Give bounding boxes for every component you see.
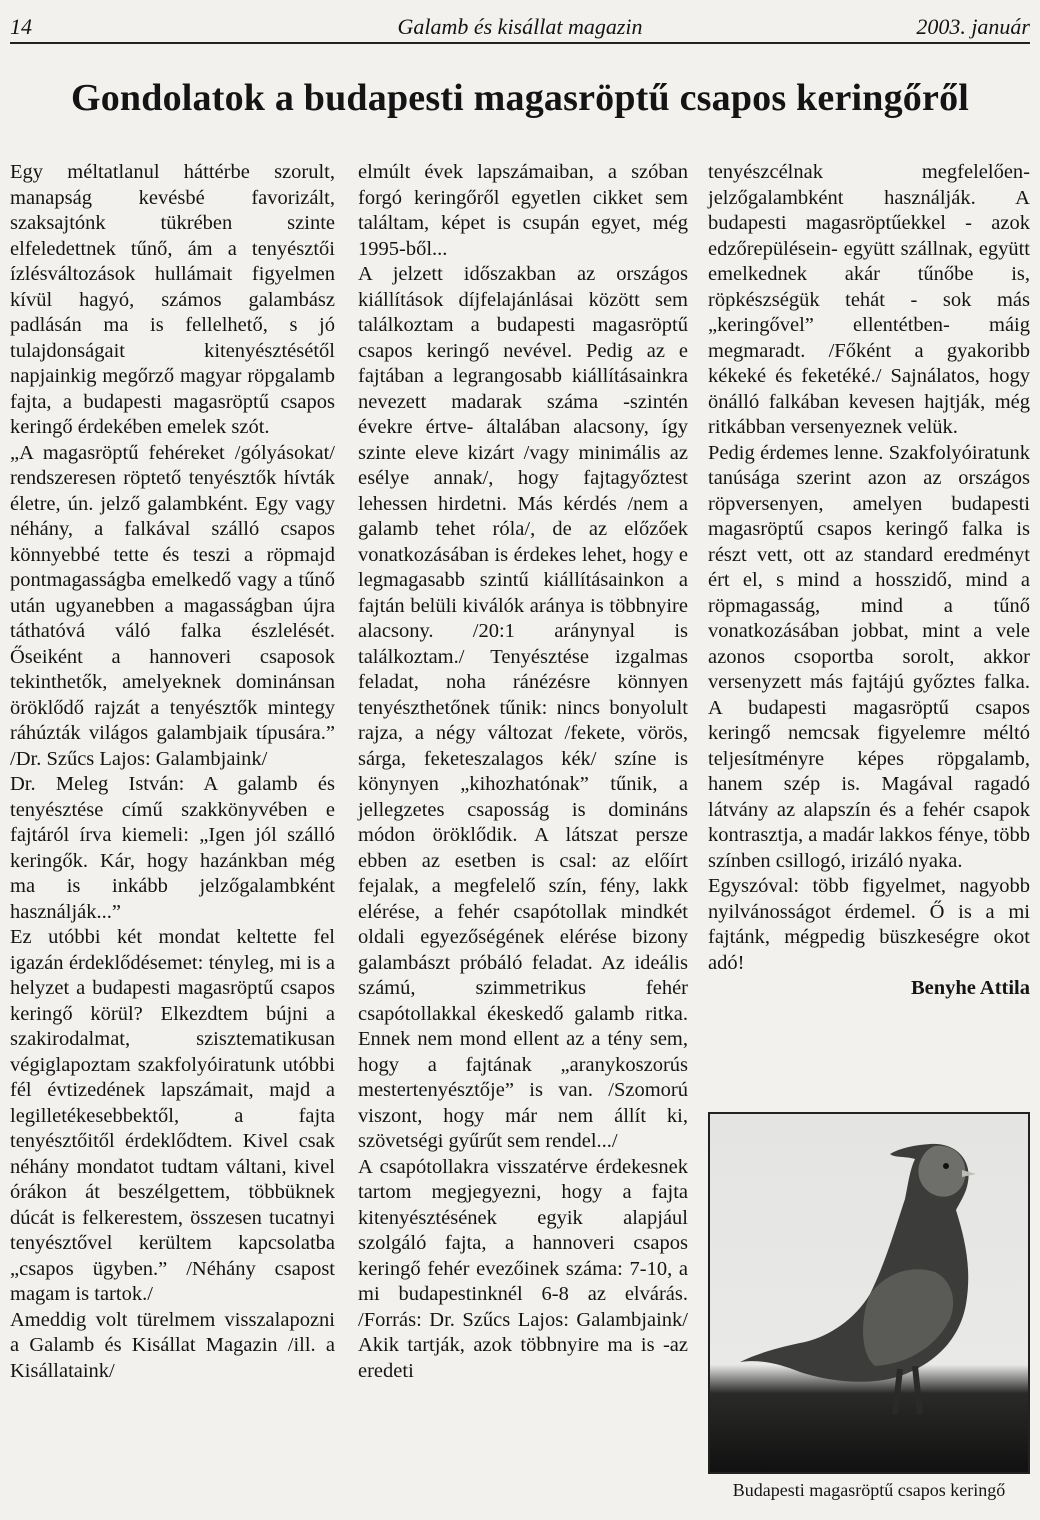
issue-date: 2003. január — [916, 14, 1030, 39]
article-column-2 — [358, 160, 688, 1384]
author-signature: Benyhe Attila — [910, 977, 1030, 999]
paragraph: Egyszóval: több figyelmet, nagyobb nyilvánosságot érdemel. Ő is a mi fajtánk, mégpedig büszkeségre okot adó! — [708, 875, 1030, 974]
article-column-1 — [10, 160, 335, 1384]
paragraph: Dr. Meleg István: A galamb és tenyésztése című szakkönyvében e fajtáról írva kiemeli: „Igen jól szálló keringők. Kár, hogy hazánkban még ma is inkább jelzőgalambként használják...” — [10, 773, 335, 923]
paragraph: „A magasröptű fehéreket /gólyásokat/ rendszeresen röptető tenyésztők hívták életre, ún. jelző galambként. Egy vagy néhány, a falkával szálló csapos könnyebbé tette és teszi a röpmajd pontmagasságba emelkedő vagy a tűnő után ugyanebben a magasságban újra táthatóvá váló falka észlelését. Őseiként a hannoveri csaposok tekinthetők, amelyeknek dominánsan öröklődő rajzát a tenyésztők mintegy ráhúzták világos galambjaik típusára.” /Dr. Szűcs Lajos: Galambjaink/ — [10, 441, 335, 770]
pigeon-image — [710, 1114, 1028, 1472]
page-number: 14 — [10, 14, 32, 39]
pigeon-photo — [708, 1112, 1030, 1474]
paragraph: Ameddig volt türelmem visszalapozni a Galamb és Kisállat Magazin /ill. a Kisállataink/ — [10, 1308, 335, 1382]
photo-caption: Budapesti magasröptű csapos keringő — [732, 1480, 1006, 1500]
paragraph: tenyészcélnak megfelelően- jelzőgalambként használják. A budapesti magasröptűekkel - azok edzőrepülésein- együtt szállnak, együtt emelkednek akár tűnőbe is, röpkészségük tehát - sok más „keringővel” ellentétben- máig megmaradt. /Főként a gyakoribb kékeké és feketéké./ Sajnálatos, hogy önálló falkában kevesen hajtják, még ritkábban versenyeznek velük. — [708, 161, 1030, 438]
paragraph: A jelzett időszakban az országos kiállítások díjfelajánlásai között sem találkoztam a budapesti magasröptű csapos keringő nevével. Pedig az e fajtában a legrangosabb kiállításainkra nevezett madarak száma -szintén évekre értve- általában alacsony, így szinte eleve kizárt /vagy minimális az esélye annak/, hogy fajtagyőztest lehessen hirdetni. Más kérdés /nem a galamb tehet róla/, de az előzőek vonatkozásában is érdekes lehet, hogy e legmagasabb szintű kiállításainkon a fajtán belüli kiválók aránya is többnyire alacsony. /20:1 aránynyal is találkoztam./ Tenyésztése izgalmas feladat, noha ránézésre könnyen tenyészthetőnek tűnik: nincs bonyolult rajza, a négy változat /fekete, vörös, sárga, feketeszalagos kék/ színe is könynyen „kihozhatónak” tűnik, a jellegzetes csaposság is domináns módon öröklődik. A látszat persze ebben az esetben is csal: az előírt fejalak, a megfelelő szín, fény, lakk elérése, a fehér csapótollak mindkét oldali egyezőségének elérése bizony galambászt próbáló feladat. Az ideális számú, szimmetrikus fehér csapótollakkal ékeskedő galamb ritka. Ennek nem mond ellent az a tény sem, hogy a fajtának „aranykoszorús mestertenyésztője” is van. /Szomorú viszont, hogy már nem állít ki, szövetségi gyűrűt sem rendel.../ — [358, 263, 688, 1152]
article-column-3 — [708, 160, 1030, 1120]
paragraph: Ez utóbbi két mondat keltette fel igazán érdeklődésemet: tényleg, mi is a helyzet a budapesti magasröptű csapos keringő körül? Elkezdtem bújni a szakirodalmat, szisztematikusan végiglapoztam szakfolyóiratunk utóbbi fél évtizedének lapszámait, majd a legilletékesebbektől, a fajta tenyésztőitől érdeklődtem. Kivel csak néhány mondatot tudtam váltani, kivel órákon át beszélgettem, többüknek dúcát is felkerestem, összesen tucatnyi tenyésztővel kerültem kapcsolatba „csapos ügyben.” /Néhány csapost magam is tartok./ — [10, 926, 335, 1305]
article-title: Gondolatok a budapesti magasröptű csapos keringőről — [70, 77, 970, 119]
page-header — [10, 10, 1030, 44]
paragraph: Egy méltatlanul háttérbe szorult, manapság kevésbé favorizált, szaksajtónk tükrében szinte elfeledettnek tűnő, ám a tenyésztői ízlésváltozások hullámait figyelmen kívül hagyó, számos galambász padlásán ma is fellelhető, s jó tulajdonságait kitenyésztésétől napjainkig megőrző magyar röpgalamb fajta, a budapesti magasröptű csapos keringő érdekében emelek szót. — [10, 161, 335, 438]
magazine-title: Galamb és kisállat magazin — [397, 14, 643, 39]
paragraph: Pedig érdemes lenne. Szakfolyóiratunk tanúsága szerint azon az országos röpversenyen, amelyen budapesti magasröptű csapos keringő falka is részt vett, ott az standard eredményt ért el, s mind a hosszidő, mind a röpmagasság, mind a tűnő vonatkozásában jobbat, mint a vele azonos csoportba sorolt, akkor versenyzett más fajtájú győztes falka. A budapesti magasröptű csapos keringő nemcsak figyelemre méltó teljesítményre képes röpgalamb, hanem szép is. Magával ragadó látvány az alapszín és a fehér csapok kontrasztja, a madár lakkos fénye, több színben csillogó, irizáló nyaka. — [708, 441, 1030, 872]
paragraph: A csapótollakra visszatérve érdekesnek tartom megjegyezni, hogy a fajta kitenyésztésének egyik alapjául szolgáló fajta, a hannoveri csapos keringő fehér evezőinek száma: 7-10, a mi budapestinknél 6-8 az elvárás. /Forrás: Dr. Szűcs Lajos: Galambjaink/ Akik tartják, azok többnyire ma is -az eredeti — [358, 1155, 688, 1382]
paragraph: elmúlt évek lapszámaiban, a szóban forgó keringőről egyetlen cikket sem találtam, képet is csupán egyet, még 1995-ből... — [358, 161, 688, 260]
